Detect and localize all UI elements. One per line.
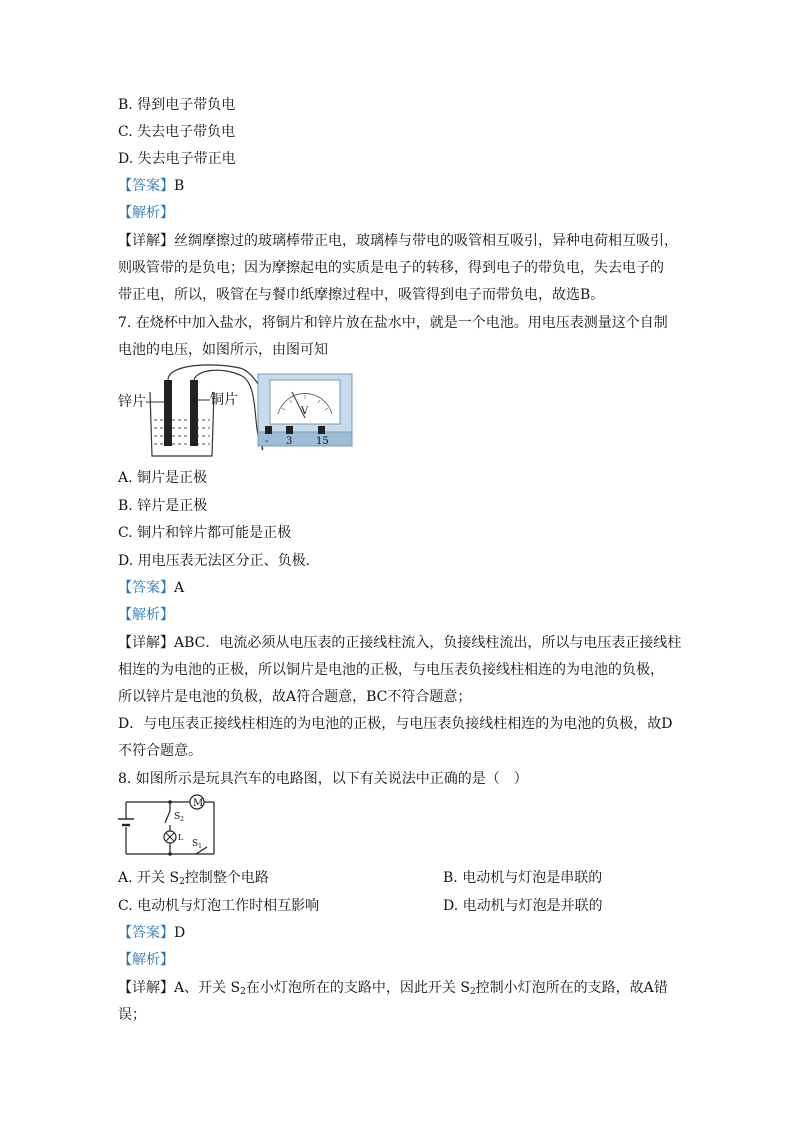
detail-text: 丝绸摩擦过的玻璃棒带正电，玻璃棒与带电的吸管相互吸引，异种电荷相互吸引， <box>174 233 678 249</box>
option-a-subscript: 2 <box>179 877 185 887</box>
terminal-15 <box>318 426 325 434</box>
s2-label: $S_2$ <box>174 812 184 823</box>
q6-option-c: C. 失去电子带负电 <box>118 124 236 140</box>
q7-option-b: B. 锌片是正极 <box>118 498 208 514</box>
q8-circuit-figure <box>114 794 224 860</box>
detail-text-3: 控制小灯泡所在的支路，故A错 <box>475 980 668 996</box>
q7-detail-line-1 <box>118 633 681 653</box>
q7-detail-line-3: 所以锌片是电池的负极，故A符合题意，BC不符合题意； <box>118 689 472 705</box>
answer-label: 【答案】 <box>118 178 174 194</box>
option-a-text: A. 开关 S <box>118 870 180 886</box>
q8-option-b: B. 电动机与灯泡是串联的 <box>443 870 603 886</box>
terminal-negative <box>265 426 272 434</box>
q8-option-d: D. 电动机与灯泡是并联的 <box>443 898 603 914</box>
detail-subscript-1: 2 <box>240 987 246 997</box>
terminal-label-15: 15 <box>316 436 329 447</box>
q8-detail-line-1 <box>118 978 668 1002</box>
q7-option-d: D. 用电压表无法区分正、负极. <box>118 553 311 569</box>
q7-detail-line-5: 不符合题意。 <box>118 743 202 759</box>
q6-detail-line-3: 带正电，所以，吸管在与餐巾纸摩擦过程中，吸管得到电子而带负电，故选B。 <box>118 287 605 303</box>
q7-question-line-1: 7. 在烧杯中加入盐水，将铜片和锌片放在盐水中，就是一个电池。用电压表测量这个自制 <box>118 315 668 331</box>
answer-value: D <box>174 925 186 941</box>
voltmeter-base <box>258 432 352 446</box>
q7-option-a: A. 铜片是正极 <box>118 470 208 486</box>
q6-answer <box>118 176 184 196</box>
detail-label: 【详解】 <box>118 635 174 651</box>
answer-value: A <box>174 580 185 596</box>
q7-detail-line-4: D．与电压表正接线柱相连的为电池的正极，与电压表负接线柱相连的为电池的负极，故D <box>118 716 673 732</box>
q6-analysis-label: 【解析】 <box>118 205 174 221</box>
detail-label: 【详解】 <box>118 980 174 996</box>
detail-text: ABC．电流必须从电压表的正接线柱流入，负接线柱流出，所以与电压表正接线柱 <box>174 635 682 651</box>
copper-label: 铜片 <box>210 392 238 408</box>
q8-question: 8. 如图所示是玩具汽车的电路图，以下有关说法中正确的是（ ） <box>118 771 528 787</box>
q6-option-b: B. 得到电子带负电 <box>118 97 236 113</box>
q8-answer <box>118 923 185 943</box>
salt-water-dashes <box>154 420 210 444</box>
zinc-label: 锌片 <box>118 394 146 410</box>
q7-answer <box>118 578 184 598</box>
s1-label: $S_1$ <box>192 839 202 850</box>
detail-subscript-2: 2 <box>469 987 476 997</box>
q6-detail-line-2: 则吸管带的是负电；因为摩擦起电的实质是电子的转移，得到电子的带负电，失去电子的 <box>118 260 664 276</box>
q7-analysis-label: 【解析】 <box>118 607 174 623</box>
answer-label: 【答案】 <box>118 925 174 941</box>
detail-label: 【详解】 <box>118 233 174 249</box>
q7-detail-line-2: 相连的为电池的正极，所以铜片是电池的正极，与电压表负接线柱相连的为电池的负极， <box>118 662 664 678</box>
meter-symbol: V <box>301 406 309 417</box>
q6-option-d: D. 失去电子带正电 <box>118 151 236 167</box>
option-a-text-end: 控制整个电路 <box>184 870 269 886</box>
lamp-label: L <box>178 833 184 842</box>
answer-value: B <box>174 178 185 194</box>
q8-detail-line-2: 误； <box>118 1007 146 1023</box>
switch-s2 <box>165 811 170 823</box>
answer-label: 【答案】 <box>118 580 174 596</box>
terminal-label-3: 3 <box>286 436 293 447</box>
q6-detail-line-1 <box>118 231 678 251</box>
copper-plate <box>190 380 198 446</box>
q7-battery-voltmeter-figure <box>112 362 362 462</box>
detail-text-2: 在小灯泡所在的支路中，因此开关 S <box>245 980 470 996</box>
q8-option-a <box>118 868 269 892</box>
q7-option-c: C. 铜片和锌片都可能是正极 <box>118 525 292 541</box>
q8-analysis-label: 【解析】 <box>118 952 174 968</box>
detail-text-1: A、开关 S <box>174 980 241 996</box>
terminal-3 <box>286 426 293 434</box>
q8-option-c: C. 电动机与灯泡工作时相互影响 <box>118 898 320 914</box>
q7-question-line-2: 电池的电压，如图所示，由图可知 <box>118 342 328 358</box>
wire-to-negative-terminal <box>194 370 264 450</box>
motor-label: M <box>193 798 204 809</box>
terminal-label-negative: - <box>265 436 269 447</box>
zinc-plate <box>164 380 172 446</box>
